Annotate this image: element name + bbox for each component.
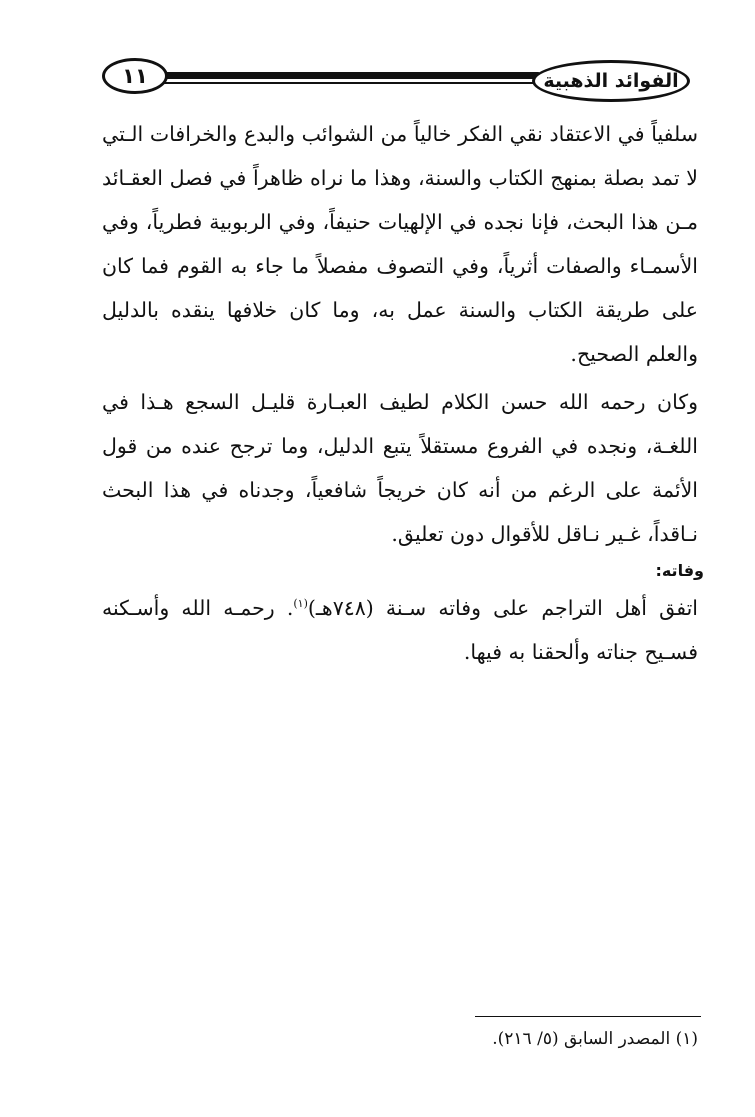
header-rule-thin xyxy=(160,82,540,84)
paragraph-3 xyxy=(102,586,698,674)
main-text xyxy=(102,112,704,674)
header-rule xyxy=(160,72,540,79)
page-number-badge xyxy=(102,58,168,94)
paragraph-1: سلفياً في الاعتقاد نقي الفكر خالياً من الشوائب والبدع والخرافات الـتي لا تمد بصلة بمنهج الكتاب والسنة، وهذا ما نراه ظاهراً في فصل العقـائد مـن هذا البحث، فإنا نجده في الإلهيات حنيفاً، وفي الربوبية فطرياً، وفي الأسمـاء والصفات أثرياً، وفي التصوف مفصلاً ما جاء به القوم فما كان على طريقة الكتاب والسنة عمل به، وما كان خلافها ينقده بالدليل والعلم الصحيح. xyxy=(102,122,698,366)
page-header xyxy=(100,52,690,104)
book-title-badge xyxy=(532,60,690,102)
heading-death: وفاته: xyxy=(655,561,704,580)
paragraph-3-after-ref: . رحمـه الله وأسـكنه فسـيح جناته وألحقنا به فيها. xyxy=(102,596,698,664)
footnote-ref-1: (١) xyxy=(293,597,308,611)
paragraph-3-before-ref: اتفق أهل التراجم على وفاته سـنة (٧٤٨هـ) xyxy=(307,596,698,620)
footnote-1: (١) المصدر السابق (٥/ ٢١٦). xyxy=(492,1029,698,1049)
paragraph-2: وكان رحمه الله حسن الكلام لطيف العبـارة قليـل السجع هـذا في اللغـة، ونجده في الفروع مستقلاً يتبع الدليل، وما ترجح عنده من قول الأئمة على الرغم من أنه كان خريجاً شافعياً، وجدناه في هذا البحث نـاقداً، غـير نـاقل للأقوال دون تعليق. xyxy=(102,390,698,546)
book-title: الفوائد الذهبية xyxy=(543,69,679,92)
page-number: ١١ xyxy=(122,63,148,88)
footnote-separator xyxy=(475,1016,701,1017)
